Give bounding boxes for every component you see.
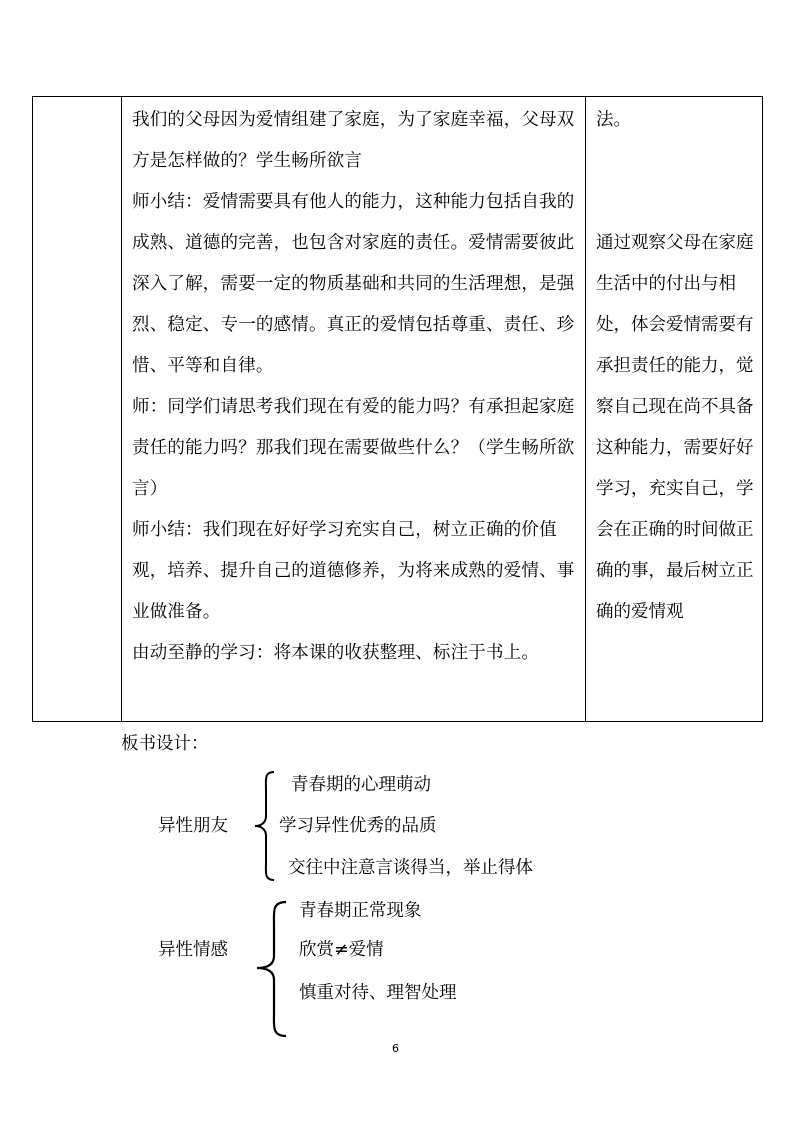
curly-brace-icon <box>252 770 278 882</box>
board-group-label: 异性朋友 <box>158 816 228 836</box>
board-item: 青春期的心理萌动 <box>291 775 431 795</box>
board-item: 慎重对待、理智处理 <box>299 983 457 1003</box>
board-item: 学习异性优秀的品质 <box>279 816 437 836</box>
teaching-process-text <box>122 97 585 674</box>
board-group-label: 异性情感 <box>158 940 228 960</box>
curly-brace-icon <box>254 900 290 1038</box>
board-design-title: 板书设计： <box>121 734 209 754</box>
design-intent-text: 通过观察父母在家庭生活中的付出与相处，体会爱情需要有承担责任的能力，觉察自己现在尚不具备这种能力，需要好好学习，充实自己，学会在正确的时间做正确的事，最后树立正确的爱情观 <box>596 233 754 622</box>
left-column-cell <box>33 97 122 722</box>
teaching-process-cell <box>122 97 586 722</box>
board-item: 交往中注意言谈得当，举止得体 <box>288 858 533 878</box>
paragraph: 由动至静的学习：将本课的收获整理、标注于书上。 <box>132 643 540 663</box>
board-item: 青春期正常现象 <box>299 901 422 921</box>
design-intent-cell <box>586 97 763 722</box>
page-number: 6 <box>392 1042 399 1055</box>
paragraph: 我们的父母因为爱情组建了家庭，为了家庭幸福，父母双方是怎样做的？学生畅所欲言 <box>132 110 575 171</box>
lesson-table <box>32 96 763 722</box>
paragraph: 师：同学们请思考我们现在有爱的能力吗？有承担起家庭责任的能力吗？那我们现在需要做些什么？（学生畅所欲言） <box>132 397 575 499</box>
design-intent-top-text: 法。 <box>596 110 631 130</box>
paragraph: 师小结：我们现在好好学习充实自己，树立正确的价值观，培养、提升自己的道德修养，为将来成熟的爱情、事业做准备。 <box>132 520 575 622</box>
paragraph: 师小结：爱情需要具有他人的能力，这种能力包括自我的成熟、道德的完善，也包含对家庭的责任。爱情需要彼此深入了解，需要一定的物质基础和共同的生活理想，是强烈、稳定、专一的感情。真正的爱情包括尊重、责任、珍惜、平等和自律。 <box>132 192 575 376</box>
board-item: 欣赏≠爱情 <box>299 940 384 960</box>
table-row <box>33 97 763 722</box>
